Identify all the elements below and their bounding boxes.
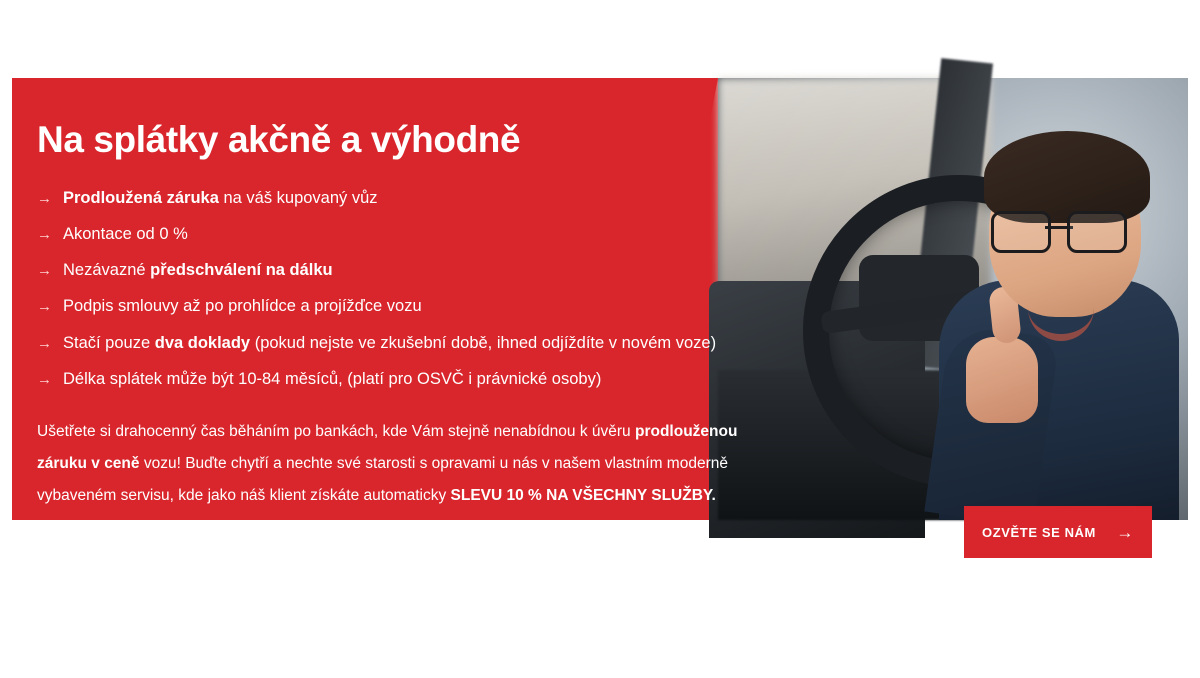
paragraph-bold-1: prodlouženou záruku v ceně <box>37 423 738 473</box>
promo-banner <box>12 78 1188 542</box>
arrow-right-icon: → <box>37 262 52 280</box>
glasses-right-lens <box>1067 211 1127 253</box>
banner-paragraph <box>37 416 752 511</box>
list-item-text: Podpis smlouvy až po prohlídce a projížďce vozu <box>63 297 422 316</box>
arrow-right-icon: → <box>37 189 52 207</box>
paragraph-bold-2: SLEVU 10 % NA VŠECHNY SLUŽBY. <box>450 486 716 504</box>
contact-us-button[interactable] <box>964 506 1152 558</box>
list-item-text: Stačí pouze dva doklady (pokud nejste ve zkušební době, ihned odjíždíte v novém voze) <box>63 333 717 352</box>
banner-content <box>12 78 752 520</box>
banner-headline: Na splátky akčně a výhodně <box>37 119 521 160</box>
paragraph-part-1: Ušetřete si drahocenný čas běháním po bankách, kde Vám stejně nenabídnou k úvěru <box>37 423 635 441</box>
arrow-right-icon: → <box>37 225 52 243</box>
glasses-left-lens <box>991 211 1051 253</box>
list-item-text: Délka splátek může být 10-84 měsíců, (platí pro OSVČ i právnické osoby) <box>63 370 602 389</box>
banner-photo <box>718 78 1188 520</box>
list-item-text: Prodloužená záruka na váš kupovaný vůz <box>63 188 378 207</box>
list-item <box>37 223 752 245</box>
arrow-right-icon: → <box>1116 522 1134 542</box>
boy-hair <box>984 131 1150 223</box>
arrow-right-icon: → <box>37 298 52 316</box>
glasses-icon <box>991 211 1127 247</box>
list-item <box>37 187 752 209</box>
list-item <box>37 259 752 281</box>
benefits-list <box>37 187 752 391</box>
list-item-text: Akontace od 0 % <box>63 224 188 243</box>
list-item <box>37 368 752 390</box>
paragraph-part-2: vozu! Buďte chytří a nechte své starosti s opravami u nás v našem vlastním moderně vybaveném servisu, kde jako náš klient získáte automaticky <box>37 455 728 504</box>
arrow-right-icon: → <box>37 371 52 389</box>
boy-hand <box>966 337 1038 423</box>
arrow-right-icon: → <box>37 334 52 352</box>
list-item-text: Nezávazné předschválení na dálku <box>63 261 333 280</box>
list-item <box>37 295 752 317</box>
list-item <box>37 332 752 354</box>
contact-us-button-label: OZVĚTE SE NÁM <box>982 524 1096 540</box>
